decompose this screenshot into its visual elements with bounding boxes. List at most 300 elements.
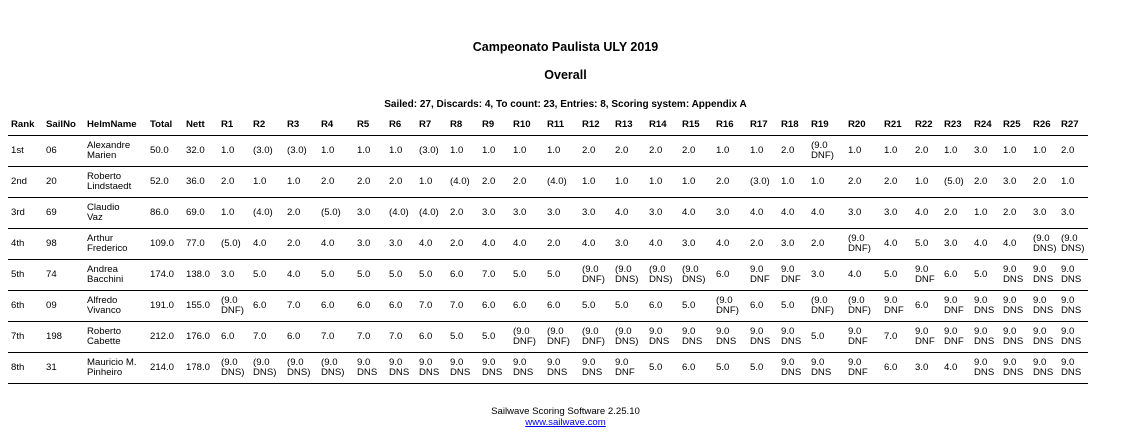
column-header: R13 [612,116,646,136]
table-cell: 2.0 [579,136,612,167]
table-cell: (9.0 DNF) [845,229,881,260]
table-cell: 3.0 [646,198,679,229]
table-cell: 1.0 [250,167,284,198]
table-cell: 1.0 [386,136,416,167]
table-cell: (9.0 DNF) [808,291,845,322]
table-cell: 9.0 DNF [912,260,941,291]
table-cell: (9.0 DNS) [318,353,354,384]
table-cell: 1st [8,136,43,167]
table-cell: 4.0 [778,198,808,229]
table-cell: 1.0 [318,136,354,167]
table-cell: 2.0 [1058,136,1088,167]
column-header: R23 [941,116,971,136]
table-cell: 2.0 [447,229,479,260]
software-credit: Sailwave Scoring Software 2.25.10 [491,406,640,417]
table-cell: (4.0) [386,198,416,229]
table-cell: Alexandre Marien [84,136,147,167]
table-cell: 1.0 [612,167,646,198]
table-cell: (9.0 DNF) [510,322,544,353]
table-cell: 1.0 [912,167,941,198]
table-cell: 5.0 [612,291,646,322]
table-cell: 1.0 [971,198,1000,229]
table-cell: 212.0 [147,322,183,353]
table-cell: 9.0 DNS [1058,322,1088,353]
table-cell: 4.0 [646,229,679,260]
table-cell: 5.0 [881,260,912,291]
table-cell: 2.0 [354,167,386,198]
table-cell: 1.0 [218,136,250,167]
table-cell: 9.0 DNS [1000,322,1030,353]
column-header: R19 [808,116,845,136]
table-cell: 5.0 [544,260,579,291]
column-header: R21 [881,116,912,136]
table-cell: (9.0 DNS) [1030,229,1058,260]
table-cell: 1.0 [416,167,447,198]
table-cell: 3.0 [354,198,386,229]
table-cell: 1.0 [354,136,386,167]
table-cell: 2.0 [447,198,479,229]
table-cell: 1.0 [447,136,479,167]
table-cell: 176.0 [183,322,218,353]
table-cell: 2.0 [318,167,354,198]
table-cell: 5.0 [912,229,941,260]
table-cell: 1.0 [881,136,912,167]
table-cell: 2.0 [544,229,579,260]
table-cell: 2.0 [284,198,318,229]
table-cell: 5.0 [579,291,612,322]
table-cell: 4.0 [318,229,354,260]
table-cell: 7.0 [416,291,447,322]
column-header: R26 [1030,116,1058,136]
table-cell: 2.0 [612,136,646,167]
table-cell: 9.0 DNS [1000,353,1030,384]
footer [0,406,1131,428]
column-header: HelmName [84,116,147,136]
table-cell: 1.0 [808,167,845,198]
table-cell: 9.0 DNS [646,322,679,353]
table-cell: 178.0 [183,353,218,384]
column-header: R27 [1058,116,1088,136]
table-cell: 6.0 [284,322,318,353]
table-cell: 4.0 [416,229,447,260]
table-cell: 5.0 [447,322,479,353]
table-cell: 98 [43,229,84,260]
results-table [8,116,1088,384]
column-header: R10 [510,116,544,136]
table-cell: 174.0 [147,260,183,291]
series-info: Sailed: 27, Discards: 4, To count: 23, Entries: 8, Scoring system: Appendix A [384,99,747,110]
table-cell: 5.0 [808,322,845,353]
table-cell: 1.0 [845,136,881,167]
table-cell: 9.0 DNS [1030,353,1058,384]
table-cell: 9.0 DNS [778,353,808,384]
table-cell: 6.0 [510,291,544,322]
table-cell: 9.0 DNS [1000,260,1030,291]
table-cell: 9.0 DNF [612,353,646,384]
table-cell: 7.0 [447,291,479,322]
column-header: R20 [845,116,881,136]
table-cell: 9.0 DNS [1058,291,1088,322]
table-cell: 9.0 DNS [1058,260,1088,291]
table-cell: (3.0) [747,167,778,198]
table-cell: 6.0 [713,260,747,291]
column-header: R18 [778,116,808,136]
column-header: R22 [912,116,941,136]
table-cell: 9.0 DNS [544,353,579,384]
table-cell: 52.0 [147,167,183,198]
table-cell: 4.0 [612,198,646,229]
table-cell: 3.0 [845,198,881,229]
table-cell: 3.0 [912,353,941,384]
table-cell: 5.0 [416,260,447,291]
table-cell: Roberto Cabette [84,322,147,353]
table-cell: 1.0 [218,198,250,229]
column-header: R11 [544,116,579,136]
table-cell: 4.0 [881,229,912,260]
table-cell: 6.0 [354,291,386,322]
column-header: R7 [416,116,447,136]
table-cell: 3.0 [941,229,971,260]
table-cell: (4.0) [416,198,447,229]
table-cell: 5.0 [679,291,713,322]
table-cell: 3rd [8,198,43,229]
table-row [8,136,1088,167]
table-cell: 9.0 DNF [881,291,912,322]
table-cell: 9.0 DNS [386,353,416,384]
table-cell: 9.0 DNS [679,322,713,353]
table-cell: 9.0 DNS [447,353,479,384]
table-cell: 3.0 [386,229,416,260]
column-header: R2 [250,116,284,136]
table-cell: 3.0 [612,229,646,260]
table-cell: 9.0 DNS [971,353,1000,384]
table-cell: 4.0 [510,229,544,260]
table-cell: 6.0 [318,291,354,322]
table-cell: 9.0 DNS [1000,291,1030,322]
table-cell: 6.0 [416,322,447,353]
table-cell: 7.0 [386,322,416,353]
table-cell: 3.0 [1000,167,1030,198]
table-cell: 9.0 DNS [479,353,510,384]
table-cell: 2.0 [912,136,941,167]
page-subtitle: Overall [544,68,587,82]
table-cell: 9.0 DNF [941,291,971,322]
table-cell: 3.0 [679,229,713,260]
table-cell: 3.0 [218,260,250,291]
table-cell: 3.0 [544,198,579,229]
table-cell: 3.0 [808,260,845,291]
table-cell: 5.0 [778,291,808,322]
column-header: R16 [713,116,747,136]
table-cell: (3.0) [250,136,284,167]
table-cell: 2.0 [778,136,808,167]
table-cell: 9.0 DNS [579,353,612,384]
table-cell: 2.0 [881,167,912,198]
table-cell: 7.0 [479,260,510,291]
column-header: R8 [447,116,479,136]
table-cell: 7.0 [881,322,912,353]
table-cell: 5.0 [713,353,747,384]
table-cell: 9.0 DNF [912,322,941,353]
table-cell: (9.0 DNF) [218,291,250,322]
table-cell: (9.0 DNF) [845,291,881,322]
table-cell: 6.0 [747,291,778,322]
table-cell: 138.0 [183,260,218,291]
table-cell: 5.0 [747,353,778,384]
table-cell: 2.0 [479,167,510,198]
table-cell: 5.0 [250,260,284,291]
table-cell: 74 [43,260,84,291]
table-cell: 4.0 [1000,229,1030,260]
table-row [8,322,1088,353]
column-header: R3 [284,116,318,136]
table-cell: 1.0 [479,136,510,167]
table-cell: 3.0 [778,229,808,260]
table-cell: 2.0 [845,167,881,198]
column-header: Nett [183,116,218,136]
table-cell: 3.0 [1030,198,1058,229]
table-cell: (4.0) [250,198,284,229]
table-cell: (9.0 DNF) [544,322,579,353]
table-cell: 5.0 [971,260,1000,291]
column-header: R5 [354,116,386,136]
table-cell: 77.0 [183,229,218,260]
sailwave-link[interactable]: www.sailwave.com [525,417,606,428]
table-cell: 09 [43,291,84,322]
table-cell: 1.0 [1058,167,1088,198]
table-row [8,353,1088,384]
table-row [8,229,1088,260]
table-cell: 9.0 DNS [1030,322,1058,353]
table-cell: 2.0 [808,229,845,260]
table-cell: 06 [43,136,84,167]
table-cell: 9.0 DNF [845,353,881,384]
table-cell: (5.0) [318,198,354,229]
table-cell: 6.0 [447,260,479,291]
table-cell: (9.0 DNS) [646,260,679,291]
column-header: R14 [646,116,679,136]
table-cell: 4.0 [941,353,971,384]
page-title: Campeonato Paulista ULY 2019 [472,40,659,54]
table-cell: 9.0 DNF [941,322,971,353]
table-cell: 7th [8,322,43,353]
table-cell: 9.0 DNS [778,322,808,353]
table-cell: 3.0 [479,198,510,229]
table-cell: 31 [43,353,84,384]
table-cell: 7.0 [250,322,284,353]
table-cell: 4.0 [912,198,941,229]
table-cell: (3.0) [284,136,318,167]
table-cell: (9.0 DNS) [250,353,284,384]
table-cell: 4.0 [284,260,318,291]
table-cell: 1.0 [1000,136,1030,167]
table-cell: (9.0 DNS) [612,260,646,291]
table-cell: 4.0 [845,260,881,291]
table-cell: 9.0 DNS [971,291,1000,322]
table-cell: 69.0 [183,198,218,229]
table-cell: 9.0 DNF [778,260,808,291]
table-cell: 1.0 [679,167,713,198]
table-cell: 9.0 DNF [747,260,778,291]
table-cell: 6.0 [386,291,416,322]
table-cell: (9.0 DNS) [679,260,713,291]
table-cell: 3.0 [971,136,1000,167]
table-cell: 9.0 DNS [747,322,778,353]
table-cell: 2.0 [1000,198,1030,229]
table-cell: (5.0) [218,229,250,260]
table-cell: 2.0 [646,136,679,167]
table-cell: 9.0 DNS [971,322,1000,353]
table-cell: 9.0 DNS [1058,353,1088,384]
table-cell: 155.0 [183,291,218,322]
table-cell: (9.0 DNS) [1058,229,1088,260]
table-cell: 191.0 [147,291,183,322]
table-cell: 5.0 [318,260,354,291]
table-cell: 9.0 DNS [713,322,747,353]
table-cell: 2.0 [218,167,250,198]
table-cell: 1.0 [284,167,318,198]
table-cell: 4.0 [713,229,747,260]
table-cell: 20 [43,167,84,198]
column-header: SailNo [43,116,84,136]
table-cell: 4th [8,229,43,260]
table-cell: Claudio Vaz [84,198,147,229]
table-cell: 2.0 [941,198,971,229]
table-cell: 4.0 [971,229,1000,260]
table-cell: 9.0 DNS [510,353,544,384]
table-cell: 32.0 [183,136,218,167]
table-cell: 2.0 [1030,167,1058,198]
column-header: R25 [1000,116,1030,136]
table-cell: 50.0 [147,136,183,167]
column-header: R17 [747,116,778,136]
table-cell: 4.0 [747,198,778,229]
table-cell: 1.0 [713,136,747,167]
table-cell: (9.0 DNS) [284,353,318,384]
table-cell: (9.0 DNF) [713,291,747,322]
table-cell: 5.0 [479,322,510,353]
table-cell: 7.0 [354,322,386,353]
header-row [8,116,1088,136]
table-cell: 2.0 [971,167,1000,198]
table-cell: (4.0) [544,167,579,198]
table-cell: 1.0 [747,136,778,167]
table-cell: 7.0 [284,291,318,322]
table-cell: 9.0 DNS [354,353,386,384]
table-cell: 9.0 DNS [808,353,845,384]
table-cell: 2.0 [713,167,747,198]
table-cell: Roberto Lindstaedt [84,167,147,198]
table-cell: 69 [43,198,84,229]
table-cell: 1.0 [579,167,612,198]
table-cell: 1.0 [544,136,579,167]
table-cell: 5.0 [354,260,386,291]
column-header: Total [147,116,183,136]
table-cell: 1.0 [778,167,808,198]
table-cell: 2.0 [510,167,544,198]
table-cell: 2.0 [386,167,416,198]
table-cell: 4.0 [479,229,510,260]
table-row [8,198,1088,229]
column-header: R24 [971,116,1000,136]
table-cell: 214.0 [147,353,183,384]
table-cell: 4.0 [808,198,845,229]
table-cell: 9.0 DNS [416,353,447,384]
table-cell: (9.0 DNS) [218,353,250,384]
table-cell: 4.0 [679,198,713,229]
table-cell: 36.0 [183,167,218,198]
table-cell: 5th [8,260,43,291]
table-cell: 9.0 DNF [845,322,881,353]
table-cell: (3.0) [416,136,447,167]
table-cell: 6.0 [679,353,713,384]
table-cell: 7.0 [318,322,354,353]
table-cell: 6th [8,291,43,322]
table-cell: 3.0 [713,198,747,229]
table-cell: 4.0 [579,229,612,260]
table-cell: 3.0 [510,198,544,229]
table-cell: 6.0 [941,260,971,291]
table-cell: Andrea Bacchini [84,260,147,291]
table-cell: 6.0 [646,291,679,322]
table-cell: 3.0 [579,198,612,229]
column-header: R4 [318,116,354,136]
table-cell: 5.0 [510,260,544,291]
table-cell: 1.0 [646,167,679,198]
table-cell: 1.0 [510,136,544,167]
table-cell: (9.0 DNF) [808,136,845,167]
table-cell: Arthur Frederico [84,229,147,260]
table-cell: 9.0 DNS [1030,260,1058,291]
table-cell: 86.0 [147,198,183,229]
table-row [8,167,1088,198]
table-cell: 2.0 [284,229,318,260]
table-cell: Mauricio M. Pinheiro [84,353,147,384]
table-row [8,291,1088,322]
table-cell: 4.0 [250,229,284,260]
column-header: R12 [579,116,612,136]
table-cell: 8th [8,353,43,384]
table-cell: 5.0 [386,260,416,291]
table-cell: 3.0 [1058,198,1088,229]
table-cell: 6.0 [479,291,510,322]
column-header: R9 [479,116,510,136]
column-header: R1 [218,116,250,136]
table-cell: 5.0 [646,353,679,384]
table-cell: (9.0 DNS) [612,322,646,353]
table-cell: 6.0 [912,291,941,322]
table-cell: 6.0 [881,353,912,384]
table-cell: 3.0 [881,198,912,229]
table-cell: (9.0 DNF) [579,322,612,353]
table-cell: 1.0 [1030,136,1058,167]
table-cell: 6.0 [250,291,284,322]
table-cell: 2.0 [747,229,778,260]
table-cell: 2nd [8,167,43,198]
table-cell: (9.0 DNF) [579,260,612,291]
table-cell: 1.0 [941,136,971,167]
table-cell: 3.0 [354,229,386,260]
table-row [8,260,1088,291]
table-cell: (4.0) [447,167,479,198]
table-cell: (5.0) [941,167,971,198]
table-cell: 6.0 [544,291,579,322]
table-cell: 9.0 DNS [1030,291,1058,322]
table-cell: Alfredo Vivanco [84,291,147,322]
table-cell: 6.0 [218,322,250,353]
table-cell: 198 [43,322,84,353]
table-cell: 2.0 [679,136,713,167]
